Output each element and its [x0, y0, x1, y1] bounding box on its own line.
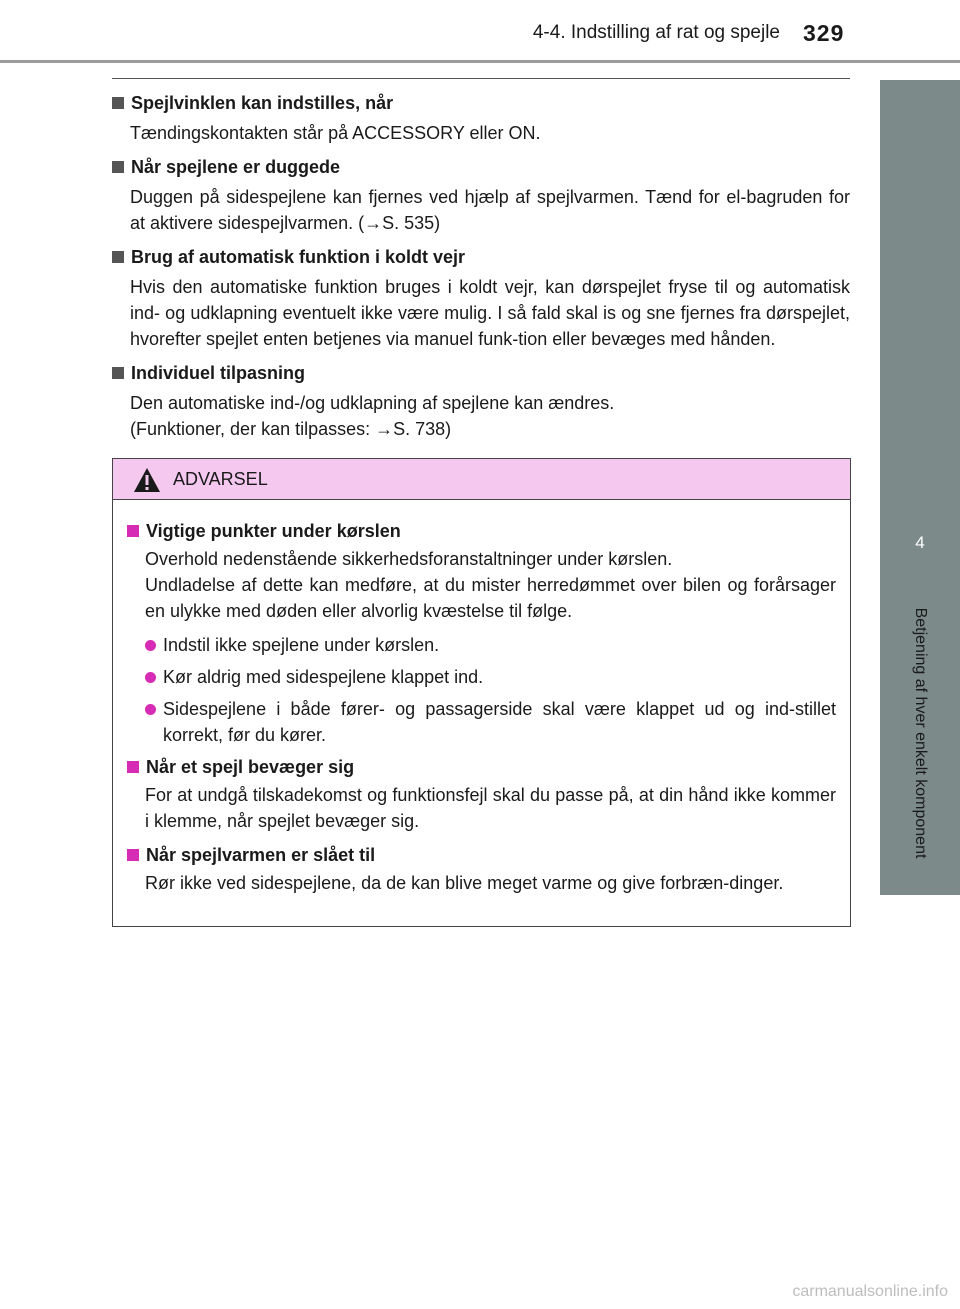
- square-bullet-icon: [127, 849, 139, 861]
- square-bullet-icon: [112, 97, 124, 109]
- section-heading: Brug af automatisk funktion i koldt vejr: [112, 244, 850, 270]
- watermark: carmanualsonline.info: [792, 1283, 948, 1300]
- section-text: Duggen på sidespejlene kan fjernes ved hjælp af spejlvarmen. Tænd for el-bagruden for at aktivere sidespejlvarmen. (→S. 535): [130, 187, 850, 233]
- section-text: Hvis den automatiske funktion bruges i koldt vejr, kan dørspejlet fryse til og automatisk ind- og udklapning eventuelt ikke være mulig. I så fald skal is og sne fjernes fra dørspejlet, hvorefter spejlet enten betjenes via manuel funk-tion eller bevæges med hånden.: [130, 277, 850, 349]
- page-header: [0, 0, 960, 62]
- content-divider: [112, 78, 850, 79]
- section-heading: Når spejlene er duggede: [112, 154, 850, 180]
- square-bullet-icon: [127, 761, 139, 773]
- warning-triangle-icon: [133, 467, 161, 498]
- chapter-tab-number: 4: [880, 512, 960, 574]
- square-bullet-icon: [112, 161, 124, 173]
- round-bullet-icon: [145, 640, 156, 651]
- warning-item-text: Rør ikke ved sidespejlene, da de kan blive meget varme og give forbræn-dinger.: [145, 873, 784, 893]
- section-title: 4-4. Indstilling af rat og spejle: [532, 22, 780, 43]
- bullet-item: Indstil ikke spejlene under kørslen.: [145, 632, 836, 658]
- warning-item-heading: Når et spejl bevæger sig: [127, 754, 836, 780]
- section-text: Tændingskontakten står på ACCESSORY eller ON.: [130, 123, 541, 143]
- bullet-item: Sidespejlene i både fører- og passagerside skal være klappet ud og ind-stillet korrekt, før du kører.: [145, 696, 836, 748]
- section-heading: Spejlvinklen kan indstilles, når: [112, 90, 850, 116]
- warning-body: [113, 500, 850, 896]
- section-text: Den automatiske ind-/og udklapning af spejlene kan ændres.: [130, 393, 615, 413]
- warning-header: [113, 459, 850, 500]
- warning-item-text: For at undgå tilskadekomst og funktionsfejl skal du passe på, at din hånd ikke kommer i klemme, når spejlet bevæger sig.: [145, 785, 836, 831]
- chapter-tab-upper: [880, 80, 960, 512]
- square-bullet-icon: [127, 525, 139, 537]
- chapter-tab-title: Betjening af hver enkelt komponent: [912, 607, 929, 859]
- section-heading: Individuel tilpasning: [112, 360, 850, 386]
- bullet-item: Kør aldrig med sidespejlene klappet ind.: [145, 664, 836, 690]
- warning-item-text: Overhold nedenstående sikkerhedsforanstaltninger under kørslen.: [145, 549, 673, 569]
- header-rule: [0, 60, 960, 63]
- warning-box: [112, 458, 851, 927]
- round-bullet-icon: [145, 704, 156, 715]
- warning-item-heading: Når spejlvarmen er slået til: [127, 842, 836, 868]
- main-content: [112, 90, 850, 450]
- page-number: 329: [803, 20, 845, 46]
- warning-item-heading: Vigtige punkter under kørslen: [127, 518, 836, 544]
- round-bullet-icon: [145, 672, 156, 683]
- section-text: (Funktioner, der kan tilpasses: →S. 738): [130, 419, 452, 439]
- square-bullet-icon: [112, 367, 124, 379]
- square-bullet-icon: [112, 251, 124, 263]
- warning-title: ADVARSEL: [173, 469, 268, 489]
- warning-item-text: Undladelse af dette kan medføre, at du mister herredømmet over bilen og forårsager en ulykke med døden eller alvorlig kvæstelse til følge.: [145, 575, 836, 621]
